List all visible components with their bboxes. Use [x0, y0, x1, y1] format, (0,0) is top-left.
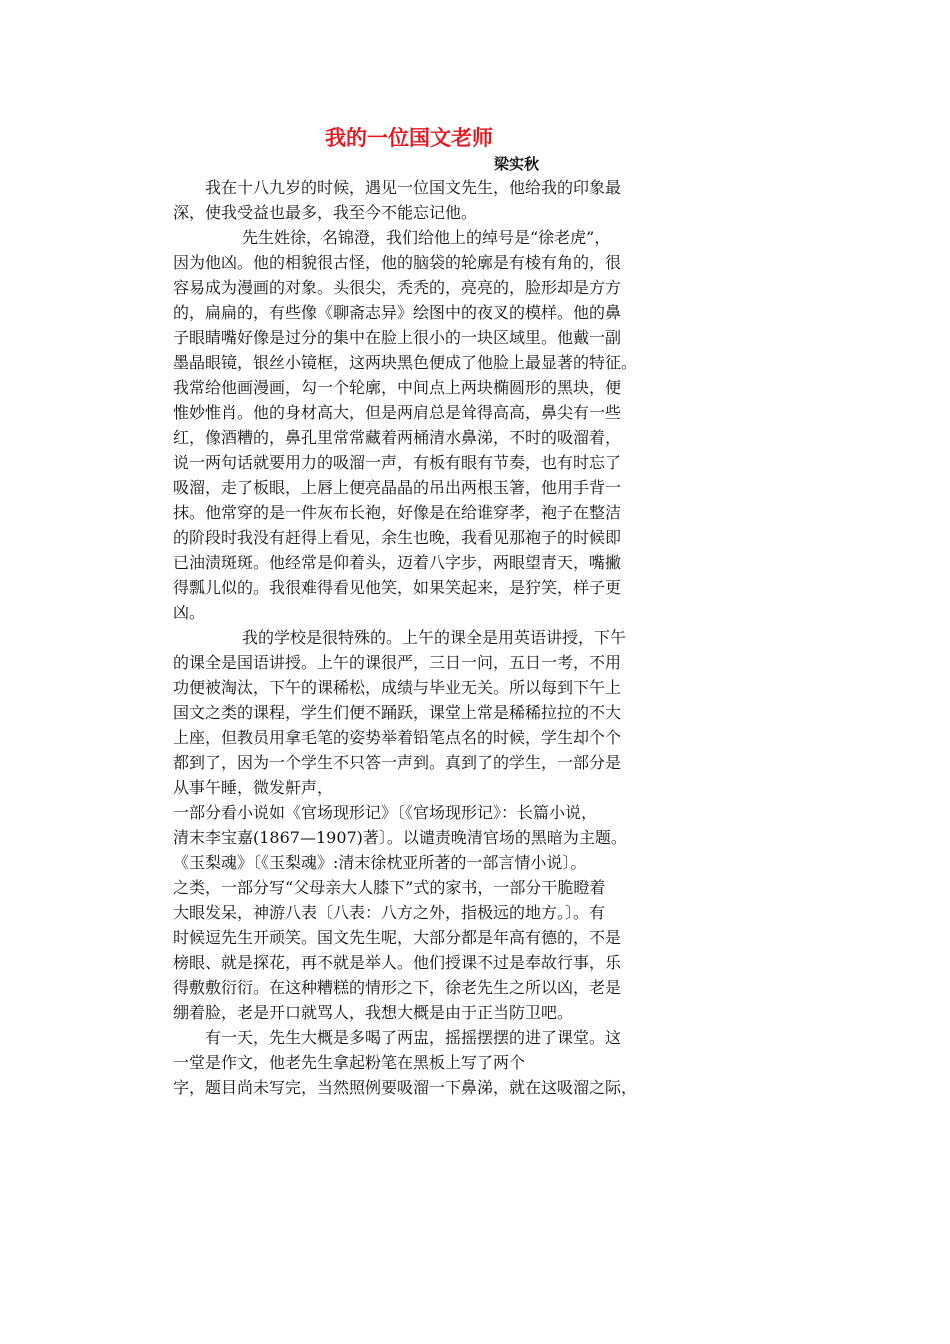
text-line: 有一天，先生大概是多喝了两盅，摇摇摆摆的进了课堂。这 [205, 1028, 622, 1047]
text-line: 吸溜，走了板眼，上唇上便亮晶晶的吊出两根玉箸，他用手背一 [173, 478, 622, 497]
text-line: 国文之类的课程，学生们便不踊跃，课堂上常是稀稀拉拉的不大 [173, 703, 622, 722]
text-line: 得瓢儿似的。我很难得看见他笑，如果笑起来，是狞笑，样子更 [173, 578, 622, 597]
text-line: 先生姓徐，名锦澄，我们给他上的绰号是“徐老虎”， [242, 228, 611, 247]
text-line: 大眼发呆，神游八表〔八表：八方之外，指极远的地方。〕。有 [173, 903, 606, 922]
text-line: 时候逗先生开顽笑。国文先生呢，大部分都是年高有德的，不是 [173, 928, 622, 947]
text-line: 之类，一部分写“父母亲大人膝下”式的家书，一部分干脆瞪着 [173, 878, 606, 897]
text-line: 字，题目尚未写完，当然照例要吸溜一下鼻涕，就在这吸溜之际， [173, 1078, 638, 1097]
text-line: 都到了，因为一个学生不只答一声到。真到了的学生，一部分是 [173, 753, 622, 772]
text-line: 惟妙惟肖。他的身材高大，但是两肩总是耸得高高，鼻尖有一些 [173, 403, 622, 422]
text-line: 我常给他画漫画，勾一个轮廓，中间点上两块椭圆形的黑块，便 [173, 378, 622, 397]
text-line: 清末李宝嘉(1867—1907)著〕。以谴责晚清官场的黑暗为主题。 [173, 828, 627, 847]
text-line: 的阶段时我没有赶得上看见，余生也晚，我看见那袍子的时候即 [173, 528, 622, 547]
text-line: 说一两句话就要用力的吸溜一声，有板有眼有节奏，也有时忘了 [173, 453, 622, 472]
text-line: 子眼睛嘴好像是过分的集中在脸上很小的一块区域里。他戴一副 [173, 328, 622, 347]
text-line: 从事午睡，微发鼾声， [173, 778, 334, 797]
text-line: 红，像酒糟的，鼻孔里常常藏着两桶清水鼻涕，不时的吸溜着， [173, 428, 622, 447]
text-line: 榜眼、就是探花，再不就是举人。他们授课不过是奉故行事，乐 [173, 953, 622, 972]
text-line: 绷着脸，老是开口就骂人，我想大概是由于正当防卫吧。 [173, 1003, 574, 1022]
text-line: 因为他凶。他的相貌很古怪，他的脑袋的轮廓是有棱有角的，很 [173, 253, 622, 272]
text-line: 上座，但教员用拿毛笔的姿势举着铅笔点名的时候，学生却个个 [173, 728, 622, 747]
text-line: 的课全是国语讲授。上午的课很严，三日一问，五日一考，不用 [173, 653, 622, 672]
text-line: 一部分看小说如《官场现形记》〔《官场现形记》：长篇小说， [173, 803, 598, 822]
text-line: 容易成为漫画的对象。头很尖，秃秃的，亮亮的，脸形却是方方 [173, 278, 622, 297]
text-line: 的，扁扁的，有些像《聊斋志异》绘图中的夜叉的模样。他的鼻 [173, 303, 622, 322]
text-line: 已油渍斑斑。他经常是仰着头，迈着八字步，两眼望青天，嘴撇 [173, 553, 622, 572]
text-line: 《玉梨魂》〔《玉梨魂》:清末徐枕亚所著的一部言情小说〕。 [173, 853, 587, 872]
text-line: 我的学校是很特殊的。上午的课全是用英语讲授，下午 [242, 628, 627, 647]
text-line: 一堂是作文，他老先生拿起粉笔在黑板上写了两个 [173, 1053, 526, 1072]
text-line: 深，使我受益也最多，我至今不能忘记他。 [173, 203, 478, 222]
text-line: 我在十八九岁的时候，遇见一位国文先生，他给我的印象最 [205, 178, 622, 197]
author-name: 梁实秋 [494, 155, 540, 173]
text-line: 凶。 [173, 603, 206, 622]
text-line: 得敷敷衍衍。在这种糟糕的情形之下，徐老先生之所以凶，老是 [173, 978, 622, 997]
text-line: 墨晶眼镜，银丝小镜框，这两块黑色便成了他脸上最显著的特征。 [173, 353, 638, 372]
document-title: 我的一位国文老师 [325, 126, 493, 150]
text-line: 功便被淘汰，下午的课稀松，成绩与毕业无关。所以每到下午上 [173, 678, 622, 697]
text-line: 抹。他常穿的是一件灰布长袍，好像是在给谁穿孝，袍子在整洁 [173, 503, 622, 522]
